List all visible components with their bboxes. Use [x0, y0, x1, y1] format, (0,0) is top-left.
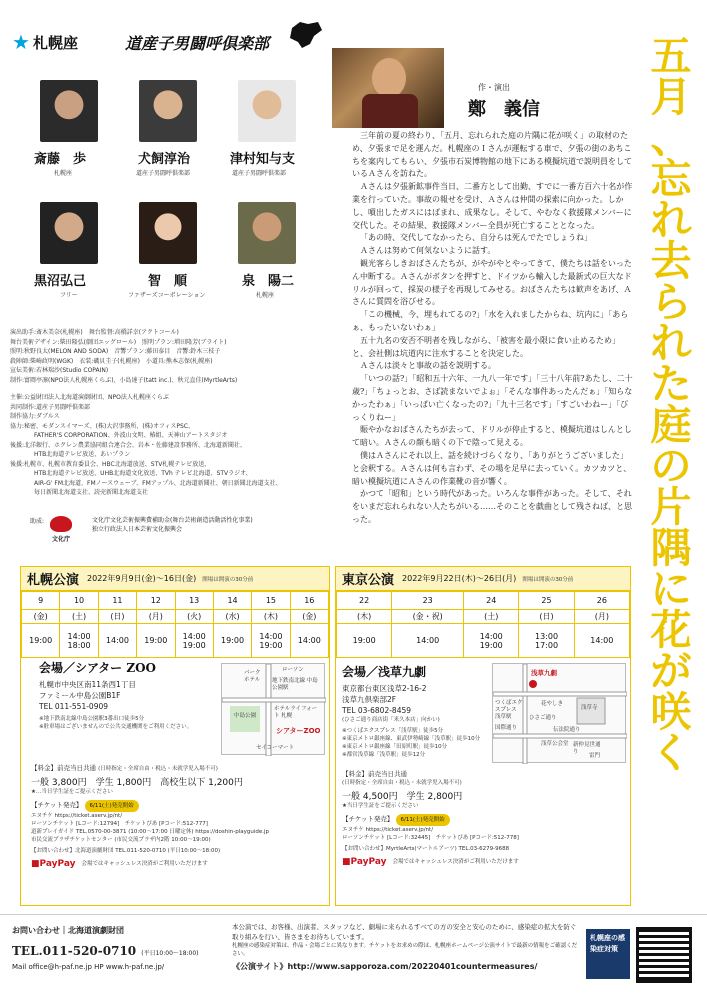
paypay-icon: ■PayPay — [31, 859, 76, 869]
cast-affiliation: 道産子男闘呼倶楽部 — [136, 170, 191, 177]
qr-code-icon[interactable] — [636, 927, 692, 983]
footer: お問い合わせ｜北海道演劇財団 TEL.011-520-0710 (平日10:00〜18:00) Mail office@h-paf.ne.jp HP www.h-paf.ne.jp/ 本公演では、お客様、出演者、スタッフなど、劇場に来られるすべての方の安全と安心のために、感染症の拡大を防ぐ取り組みを行い、皆さまをお待ちしています。 札幌座の感染症対策は、作品・会場ごとに異なります。チケットをお求めの際は、札幌座ホームページ公演サイトで最新の情報をご確認ください。 《公演サイト》http://www.sapporoza.com/20220401countermeasures/ 札幌座の感染症対策 — [0, 914, 707, 1000]
club-logo: 道産子男闘呼倶楽部 — [125, 34, 270, 53]
vertical-title: 五 月 、 忘 れ 去 ら れ た 庭 の 片 隅 に 花 が 咲 く — [650, 32, 692, 777]
tokyo-performance-table: 22 23 24 25 26 (木) (金・祝) (土) (日) (月) 19:00 14:00 14:00 19:00 13:00 17:00 14:00 — [336, 591, 630, 658]
grant-section: 助成: 文化庁 文化庁文化芸術振興費補助金(舞台芸術創造活動活性化事業) 独立行政法人日本芸術文化振興会 — [30, 517, 253, 543]
author-photo — [332, 48, 444, 128]
cast-photo-tsumura — [238, 80, 296, 142]
cast-photo-kuronuma — [40, 202, 98, 264]
agency-logo: 文化庁 — [50, 516, 72, 543]
tokyo-map: 浅草九劇 浅草寺 花やしき つくばエクスプレス 浅草駅 国際通り ひさご通り 浅草公会堂 伝法院通り 雷門 新仲見世通り — [492, 663, 626, 763]
cast-name: 犬飼淳治 — [138, 152, 191, 167]
cast-affiliation: フリー — [60, 292, 78, 299]
story-text: 三年前の夏の終わり、「五月、忘れられた庭の片隅に花が咲く」の取材のため、夕張まで足を運んだ。札幌座のＩさんが運転する車で、夕張の街のあちこちを案内してもらい、夕張市石炭博物館の地下にある模擬坑道で説明員をしているＡさんを訪ねた。 Ａさんは夕張新鉱事件当日、二番方として出勤、すでに一番方百六十名が作業を行っていた。事故の報せを受け、Ａさんは仲間の探索に向かった。しかし、噴出したガスにはばまれ、成果なし。そして、やむなく救援隊メンバーに交代した。その結果、救援隊メンバー全員が死亡することとなった。 「あの時、交代してなかったら、自分らは死んでたでしょうね」 Ａさんは努めて何気ないように話す。 観光客らしきおばさんたちが、がやがやとやってきて、僕たちは話をいったん中断する。Ａさんがボタンを押すと、ドイツから輸入した最新式の巨大なドリルが回って、採炭の様子を再現してみせる。おばさんたちは歓声をあげ、Ａさんに質問を浴びせる。 「この機械、今、埋もれてるの?」「水を入れましたからね、坑内に」「あらぁ、もったいないわぁ」 五十九名の安否不明者を残しながら、「被害を最小限に食い止めるため」と、会社側は坑道内に注水することを決定した。 Ａさんは淡々と事故の話を説明する。 「いつの話?」「昭和五十六年、一九八一年です」「三十八年前?あたし、二十歳?」「ちょっとお、さば読まないでよぉ」「そんな事件あったんだぁ」「知らなかったわぁ」「いっぱい亡くなったの?」「九十三名です」「すごいわねー」「びっくりねー」 賑やかなおばさんたちが去って、ドリルが停止すると、模擬坑道はしんとして暗い。Ａさんの顔も暗くの下で陰って見える。 僕はＡさんにそれ以上、話を続けづらくなり、「ありがとうございました」と会釈する。Ａさんは何も言わず、その場を足早に去っていく。カツカツと、暗い模擬坑道にＡさんの作業靴の音が響く。 かつて「昭和」という時代があった。いろんな事件があった。そして、それをいまだ忘れられない人たちがいる……そのことを戯曲として残さねば、と思った。 — [352, 131, 633, 524]
covid-badge: 札幌座の感染症対策 — [586, 929, 630, 979]
tokyo-schedule: 東京公演 2022年9月22日(木)〜26日(月) 開場は開演の30分前 22 23 24 25 26 (木) (金・祝) (土) (日) (月) 19:00 14:00 14:00 19:00 13:00 17:00 14:00 会場／浅草九劇 東京都台東区浅草2-16-2 浅草九倶楽部2F TEL 03-6802-8459 (ひさご通り商店街「米久本店」向かい) ※つくばエクスプレス「浅草駅」徒歩5分 ※東京メトロ銀座線、東武伊勢崎線「浅草駅」徒歩10分 ※東京メトロ銀座線「田原町駅」徒歩10分 ※都営浅草線「浅草駅」徒歩12分 浅草九劇 浅草寺 花やしき つくばエクスプレス 浅草駅 国際通り ひさご通り 浅草公会堂 伝法院通り 雷門 新仲見世通り 【料金】前売当日共通 (日時指定・全席自由・税込・未就学児入場不可) 一般 4,500円 学生 2,800円 ★当日学生証をご提示ください 【チケット発売】 6/11(土)発売開始 エヌチケ https://ticket.aserv.jp/nt/ ローソンチケット [Lコード:32445] チケットぴあ [Pコード:512-778] 【お問い合わせ】MyrtleArts(マートルアーツ) TEL.03-6279-9688 ■PayPay 会場ではキャッシュレス決済がご利用いただけます — [335, 566, 631, 906]
cast-name: 黒沼弘己 — [34, 274, 87, 289]
cast-affiliation: 札幌座 — [256, 292, 275, 299]
sapporo-performance-table: 9 10 11 12 13 14 15 16 (金) (土) (日) (月) (火) (水) (木) (金) 19:00 14:00 18:00 14:00 19:00 14:00 19:00 19:00 14:00 19:00 14:00 — [21, 591, 329, 658]
footer-mail[interactable]: Mail office@h-paf.ne.jp HP www.h-paf.ne.jp/ — [12, 963, 165, 971]
paypay-icon: ■PayPay — [342, 857, 387, 867]
sapporo-map: ローソン 地下鉄南北線 中島公園駅 中島公園 パーク ホテル ホテルライフォート 札幌 シアターZOO セイコーマート — [221, 663, 325, 755]
site-link[interactable]: 《公演サイト》http://www.sapporoza.com/20220401countermeasures/ — [232, 962, 538, 971]
author-name: 鄭 義信 — [468, 99, 540, 120]
cast-photo-izumi — [238, 202, 296, 264]
star-icon: ★ — [12, 30, 30, 54]
tokyo-venue: 会場／浅草九劇 — [342, 665, 427, 679]
sapporo-schedule: 札幌公演 2022年9月9日(金)〜16日(金) 開場は開演の30分前 9 10 11 12 13 14 15 16 (金) (土) (日) (月) (火) (水) (木) (金) 19:00 14:00 18:00 14:00 19:00 14:00 19:00 19:00 14:00 19:00 14:00 会場／シアター ZOO 札幌市中央区南11条西1丁目 ファミール中島公園B1F TEL 011-551-0909 ※地下鉄南北線中島公園駅3番出口徒歩5分 ※駐車場はございませんので公共交通機関をご利用ください。 ローソン 地下鉄南北線 中島公園駅 中島公園 パーク ホテル ホテルライフォート 札幌 シアターZOO セイコーマート 【料金】前売当日共通 (日時指定・全席自由・税込・未就学児入場不可) 一般 3,800円 学生 1,800円 高校生以下 1,200円 ★…当日学生証をご提示ください 【チケット発売】 6/11(土)発売開始 エヌチケ https://ticket.aserv.jp/nt/ ローソンチケット [Lコード:12794] チケットぴあ [Pコード:512-777] 道新プレイガイド TEL.0570-00-3871 (10:00〜17:00 日曜定休) https://doshin-playguide.jp 市民交流プラザチケットセンター (市民交流プラザ内2階 10:00〜19:00) 【お問い合わせ】北海道演劇財団 TEL.011-520-0710 (平日10:00〜18:00) ■PayPay 会場ではキャッシュレス決済がご利用いただけます — [20, 566, 330, 906]
cast-affiliation: 道産子男闘呼倶楽部 — [232, 170, 287, 177]
author-role: 作・演出 — [478, 83, 510, 92]
sapporo-venue: 会場／シアター ZOO — [39, 661, 157, 675]
staff-credits: 演出助手:斎木美奈(札幌座) 舞台監督:高橋詳幸(アクトコール) 舞台美術デザイン:柴田隆弘(劇団エッグロール) 照明プラン:増田隆芳(ブライト) 照明:秋野良太(MELON AND SODA) 音響プラン:藤田泰目 音響:鈴木三枝子 殺陣師:柴崎政明(WGK) 衣装:磯貝圭子(札幌座) 小道具:熊本志保(札幌座) 宣伝美術:若林瑞沙(Studio COPAIN) 制作:富岡亭凛(NPO法人札幌座くらぶ)、小島達子(tatt inc.)、秋元直佳(MyrtleArts) 主催:公益財団法人北海道演劇財団、NPO法人札幌座くらぶ 共同制作:道産子男闘呼倶楽部 制作協力:ダブルス 協力:秘密、モダンスイマーズ、(株)大沢事務所、(株)オフィスPSC、 FATHER'S CORPORATION、外波山文明、椿組、天神山アートスタジオ 後援:北洋銀行、ホクレン農業協同組合連合会、岩本・佐藤建設事務所、北海道新聞社、 HTB北海道テレビ放送、あいプラン 後援:札幌市、札幌市教育委員会、HBC北海道放送、STV札幌テレビ放送、 HTB北海道テレビ放送、UHB北海道文化放送、TVh テレビ北海道、STVラジオ、 AIR-G' FM北海道、FMノースウェーブ、FMアップル、北海道新聞社、朝日新聞北海道支社、 毎日新聞北海道支社、読売新聞北海道支社 — [10, 329, 282, 496]
hokkaido-map-icon — [288, 20, 324, 50]
cast-photo-chisun — [139, 202, 197, 264]
cast-name: 智 順 — [148, 274, 188, 289]
cast-photo-saito — [40, 80, 98, 142]
cast-affiliation: ファザーズコーポレーション — [128, 292, 206, 299]
cast-photo-inukai — [139, 80, 197, 142]
sapporoza-logo: ★ 札幌座 — [12, 30, 78, 54]
cast-affiliation: 札幌座 — [54, 170, 73, 177]
cast-name: 泉 陽二 — [242, 274, 295, 289]
cast-name: 津村知与支 — [230, 152, 296, 167]
cast-name: 斎藤 歩 — [34, 152, 87, 167]
